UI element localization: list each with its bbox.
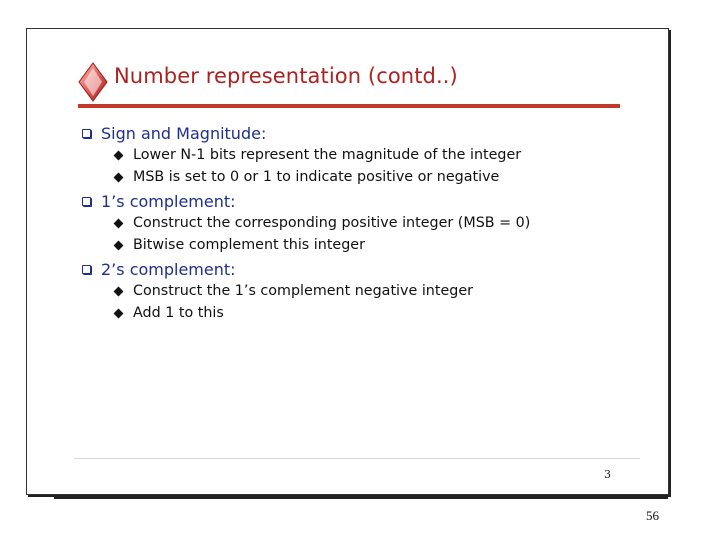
checkbox-bullet-icon: [82, 197, 91, 206]
list-item: [113, 144, 620, 166]
bullet-list: [80, 122, 620, 324]
section-heading-text: 2’s complement:: [101, 259, 236, 279]
slide-footer-divider: [74, 458, 640, 459]
diamond-bullet-icon: [114, 308, 124, 318]
list-item-text: MSB is set to 0 or 1 to indicate positive or negative: [133, 169, 500, 185]
checkbox-bullet-icon: [82, 129, 91, 138]
page-number: 56: [646, 508, 659, 523]
diamond-bullet-icon: [114, 150, 124, 160]
diamond-bullet-icon: [114, 218, 124, 228]
section-heading: [80, 122, 620, 144]
list-item-text: Lower N-1 bits represent the magnitude of the integer: [133, 147, 522, 163]
diamond-bullet-icon: [114, 172, 124, 182]
section-heading-text: Sign and Magnitude:: [101, 123, 267, 143]
diamond-logo-icon: [78, 62, 108, 102]
section-heading: [80, 258, 620, 280]
list-item: [113, 234, 620, 256]
checkbox-bullet-icon: [82, 265, 91, 274]
slide-number: 3: [604, 468, 611, 481]
list-item: [113, 302, 620, 324]
list-item-text: Add 1 to this: [133, 305, 224, 321]
list-item: [113, 212, 620, 234]
list-item: [113, 280, 620, 302]
title-underline: [78, 104, 620, 108]
list-item-text: Construct the corresponding positive integer (MSB = 0): [133, 215, 531, 231]
diamond-bullet-icon: [114, 286, 124, 296]
section-heading-text: 1’s complement:: [101, 191, 236, 211]
list-item: [113, 166, 620, 188]
diamond-bullet-icon: [114, 240, 124, 250]
page-bottom-divider: [54, 497, 668, 499]
slide-title: Number representation (contd..): [114, 64, 458, 88]
list-item-text: Bitwise complement this integer: [133, 237, 365, 253]
section-heading: [80, 190, 620, 212]
list-item-text: Construct the 1’s complement negative integer: [133, 283, 474, 299]
